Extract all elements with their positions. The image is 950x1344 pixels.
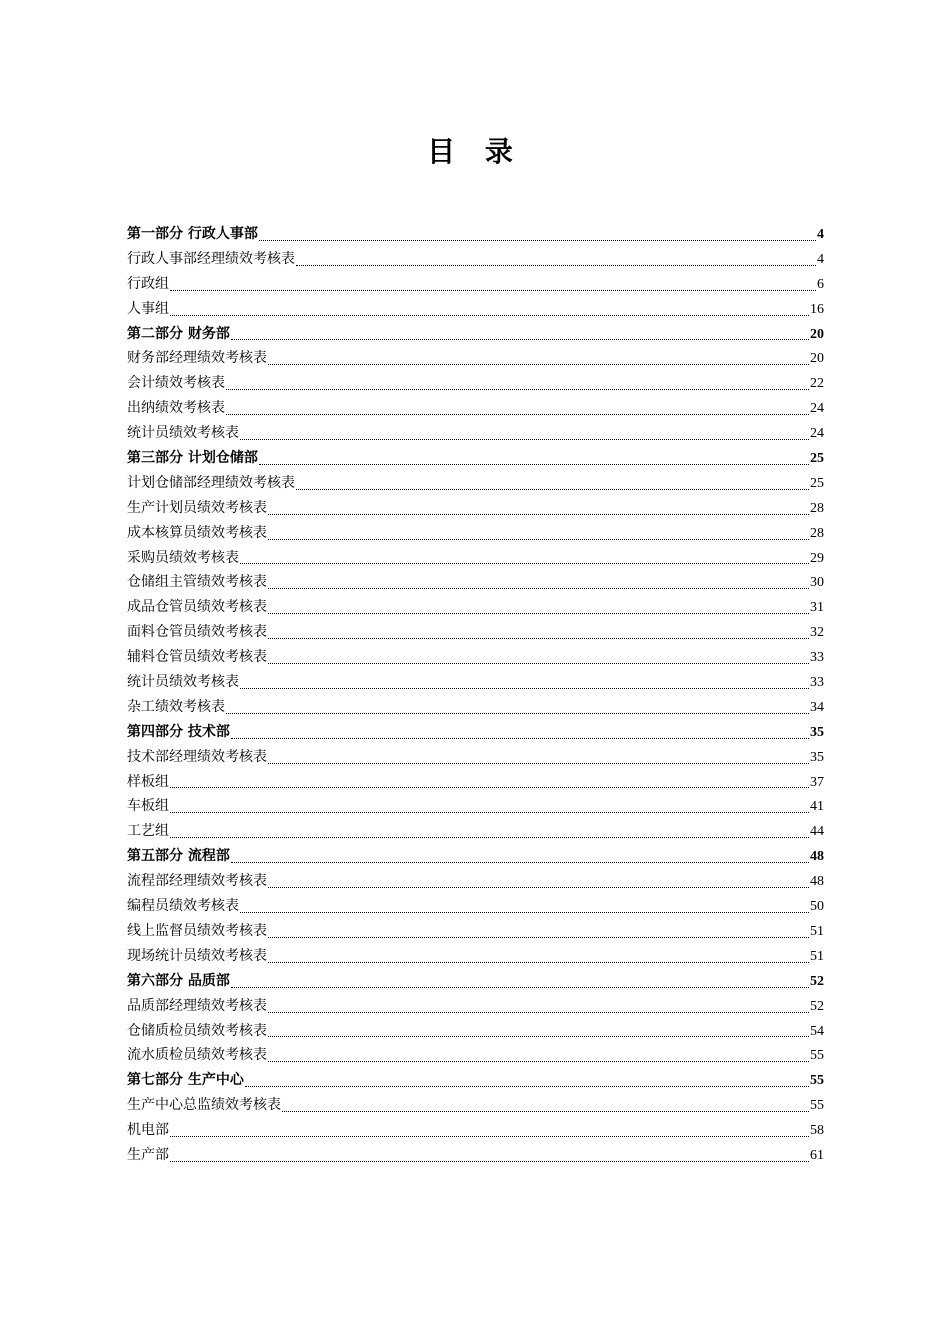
toc-entry-label: 生产中心总监绩效考核表 xyxy=(127,1097,281,1114)
toc-entry[interactable] xyxy=(127,1118,824,1143)
toc-page-number: 51 xyxy=(810,923,824,939)
toc-page-number: 51 xyxy=(810,948,824,964)
toc-leader-dots xyxy=(240,687,809,689)
toc-page-number: 28 xyxy=(810,500,824,516)
toc-entry-label: 第四部分 技术部 xyxy=(127,723,230,740)
toc-section-entry[interactable] xyxy=(127,222,824,247)
toc-entry[interactable] xyxy=(127,272,824,297)
toc-page-number: 41 xyxy=(810,799,824,815)
toc-entry-label: 流水质检员绩效考核表 xyxy=(127,1047,267,1064)
toc-entry-label: 编程员绩效考核表 xyxy=(127,898,239,915)
toc-section-entry[interactable] xyxy=(127,446,824,471)
toc-entry[interactable] xyxy=(127,695,824,720)
toc-entry[interactable] xyxy=(127,745,824,770)
toc-entry[interactable] xyxy=(127,794,824,819)
toc-page-number: 37 xyxy=(810,774,824,790)
toc-leader-dots xyxy=(268,961,809,963)
toc-leader-dots xyxy=(268,587,809,589)
toc-entry[interactable] xyxy=(127,396,824,421)
toc-leader-dots xyxy=(296,488,809,490)
toc-section-entry[interactable] xyxy=(127,720,824,745)
toc-leader-dots xyxy=(268,513,809,515)
toc-entry-label: 第一部分 行政人事部 xyxy=(127,226,258,242)
toc-entry[interactable] xyxy=(127,1093,824,1118)
toc-entry-label: 生产计划员绩效考核表 xyxy=(127,499,267,516)
toc-entry-label: 成本核算员绩效考核表 xyxy=(127,524,267,541)
toc-entry[interactable] xyxy=(127,496,824,521)
toc-entry[interactable] xyxy=(127,894,824,919)
toc-page-number: 29 xyxy=(810,550,824,566)
toc-page-number: 55 xyxy=(810,1073,824,1089)
toc-page-number: 35 xyxy=(810,724,824,740)
toc-entry-label: 统计员绩效考核表 xyxy=(127,674,239,691)
toc-page-number: 4 xyxy=(817,251,824,267)
toc-entry-label: 统计员绩效考核表 xyxy=(127,425,239,442)
toc-page-number: 28 xyxy=(810,525,824,541)
page-title: 目 录 xyxy=(427,135,523,168)
toc-entry[interactable] xyxy=(127,994,824,1019)
toc-page-number: 20 xyxy=(810,326,824,342)
toc-entry[interactable] xyxy=(127,919,824,944)
toc-entry[interactable] xyxy=(127,421,824,446)
toc-entry-label: 第六部分 品质部 xyxy=(127,972,230,989)
toc-entry-label: 杂工绩效考核表 xyxy=(127,698,225,715)
toc-leader-dots xyxy=(170,1160,809,1162)
toc-page-number: 35 xyxy=(810,749,824,765)
toc-entry-label: 现场统计员绩效考核表 xyxy=(127,947,267,964)
toc-leader-dots xyxy=(268,612,809,614)
toc-page-number: 25 xyxy=(810,451,824,467)
toc-entry[interactable] xyxy=(127,521,824,546)
toc-entry-label: 第三部分 计划仓储部 xyxy=(127,450,258,467)
toc-leader-dots xyxy=(240,562,809,564)
toc-leader-dots xyxy=(170,314,809,316)
toc-entry[interactable] xyxy=(127,670,824,695)
toc-entry-label: 技术部经理绩效考核表 xyxy=(127,748,267,765)
toc-section-entry[interactable] xyxy=(127,844,824,869)
toc-page-number: 52 xyxy=(810,998,824,1014)
toc-entry-label: 第二部分 财务部 xyxy=(127,325,230,342)
toc-entry[interactable] xyxy=(127,620,824,645)
toc-leader-dots xyxy=(240,911,809,913)
toc-entry-label: 出纳绩效考核表 xyxy=(127,400,225,417)
toc-leader-dots xyxy=(268,762,809,764)
toc-page-number: 32 xyxy=(810,625,824,641)
toc-leader-dots xyxy=(268,886,809,888)
toc-leader-dots xyxy=(170,289,816,291)
toc-entry-label: 会计绩效考核表 xyxy=(127,375,225,392)
toc-leader-dots xyxy=(226,413,809,415)
toc-section-entry[interactable] xyxy=(127,969,824,994)
toc-leader-dots xyxy=(282,1110,809,1112)
toc-page-number: 55 xyxy=(810,1098,824,1114)
toc-leader-dots xyxy=(231,986,809,988)
toc-entry-label: 人事组 xyxy=(127,300,169,317)
toc-page-number: 52 xyxy=(810,973,824,989)
toc-leader-dots xyxy=(231,861,809,863)
toc-page-number: 48 xyxy=(810,874,824,890)
toc-page-number: 24 xyxy=(810,426,824,442)
toc-entry[interactable] xyxy=(127,570,824,595)
toc-leader-dots xyxy=(268,1011,809,1013)
toc-leader-dots xyxy=(170,836,809,838)
toc-page-number: 44 xyxy=(810,824,824,840)
toc-entry-label: 行政组 xyxy=(127,275,169,292)
toc-entry-label: 生产部 xyxy=(127,1146,169,1163)
toc-leader-dots xyxy=(226,712,809,714)
toc-entry[interactable] xyxy=(127,371,824,396)
toc-page-number: 50 xyxy=(810,899,824,915)
toc-leader-dots xyxy=(170,786,809,788)
toc-leader-dots xyxy=(170,1135,809,1137)
toc-entry-label: 仓储质检员绩效考核表 xyxy=(127,1022,267,1039)
toc-entry[interactable] xyxy=(127,595,824,620)
toc-entry-label: 面料仓管员绩效考核表 xyxy=(127,624,267,641)
toc-section-entry[interactable] xyxy=(127,322,824,347)
toc-entry[interactable] xyxy=(127,1043,824,1068)
toc-entry-label: 计划仓储部经理绩效考核表 xyxy=(127,474,295,491)
toc-leader-dots xyxy=(226,388,809,390)
toc-entry-label: 流程部经理绩效考核表 xyxy=(127,873,267,890)
toc-page-number: 54 xyxy=(810,1023,824,1039)
toc-page-number: 31 xyxy=(810,600,824,616)
toc-leader-dots xyxy=(268,637,809,639)
toc-entry[interactable] xyxy=(127,645,824,670)
toc-entry[interactable] xyxy=(127,247,824,272)
toc-leader-dots xyxy=(240,438,809,440)
toc-entry[interactable] xyxy=(127,297,824,322)
toc-leader-dots xyxy=(259,239,816,241)
toc-entry-label: 线上监督员绩效考核表 xyxy=(127,922,267,939)
toc-entry[interactable] xyxy=(127,471,824,496)
toc-page-number: 20 xyxy=(810,351,824,367)
toc-entry[interactable] xyxy=(127,869,824,894)
toc-page-number: 58 xyxy=(810,1123,824,1139)
toc-page-number: 30 xyxy=(810,575,824,591)
toc-entry-label: 成品仓管员绩效考核表 xyxy=(127,599,267,616)
toc-entry-label: 车板组 xyxy=(127,798,169,815)
toc-leader-dots xyxy=(268,538,809,540)
toc-page-number: 6 xyxy=(817,276,824,292)
toc-leader-dots xyxy=(268,363,809,365)
toc-page-number: 25 xyxy=(810,475,824,491)
toc-entry-label: 样板组 xyxy=(127,773,169,790)
toc-page-number: 24 xyxy=(810,401,824,417)
toc-page-number: 61 xyxy=(810,1147,824,1163)
toc-entry[interactable] xyxy=(127,1143,824,1168)
toc-page-number: 55 xyxy=(810,1048,824,1064)
toc-page-number: 16 xyxy=(810,301,824,317)
toc-entry[interactable] xyxy=(127,546,824,571)
toc-entry-label: 财务部经理绩效考核表 xyxy=(127,350,267,367)
toc-entry[interactable] xyxy=(127,770,824,795)
toc-leader-dots xyxy=(268,1035,809,1037)
table-of-contents xyxy=(127,222,824,1168)
toc-page-number: 33 xyxy=(810,650,824,666)
toc-page-number: 48 xyxy=(810,849,824,865)
toc-entry[interactable] xyxy=(127,346,824,371)
toc-page-number: 33 xyxy=(810,675,824,691)
toc-entry-label: 辅料仓管员绩效考核表 xyxy=(127,649,267,666)
toc-entry-label: 采购员绩效考核表 xyxy=(127,549,239,566)
toc-entry-label: 行政人事部经理绩效考核表 xyxy=(127,250,295,267)
toc-leader-dots xyxy=(268,1060,809,1062)
toc-leader-dots xyxy=(268,662,809,664)
toc-entry[interactable] xyxy=(127,944,824,969)
toc-leader-dots xyxy=(296,264,816,266)
toc-entry-label: 品质部经理绩效考核表 xyxy=(127,997,267,1014)
toc-leader-dots xyxy=(259,463,809,465)
toc-leader-dots xyxy=(245,1085,809,1087)
toc-leader-dots xyxy=(231,737,809,739)
toc-entry-label: 机电部 xyxy=(127,1122,169,1139)
toc-leader-dots xyxy=(231,338,809,340)
toc-page-number: 22 xyxy=(810,376,824,392)
toc-entry[interactable] xyxy=(127,819,824,844)
toc-entry-label: 仓储组主管绩效考核表 xyxy=(127,574,267,591)
toc-page-number: 4 xyxy=(817,227,824,242)
toc-entry[interactable] xyxy=(127,1019,824,1044)
toc-leader-dots xyxy=(170,811,809,813)
toc-page-number: 34 xyxy=(810,699,824,715)
toc-entry-label: 第五部分 流程部 xyxy=(127,848,230,865)
toc-section-entry[interactable] xyxy=(127,1068,824,1093)
toc-leader-dots xyxy=(268,936,809,938)
toc-entry-label: 第七部分 生产中心 xyxy=(127,1072,244,1089)
toc-entry-label: 工艺组 xyxy=(127,823,169,840)
